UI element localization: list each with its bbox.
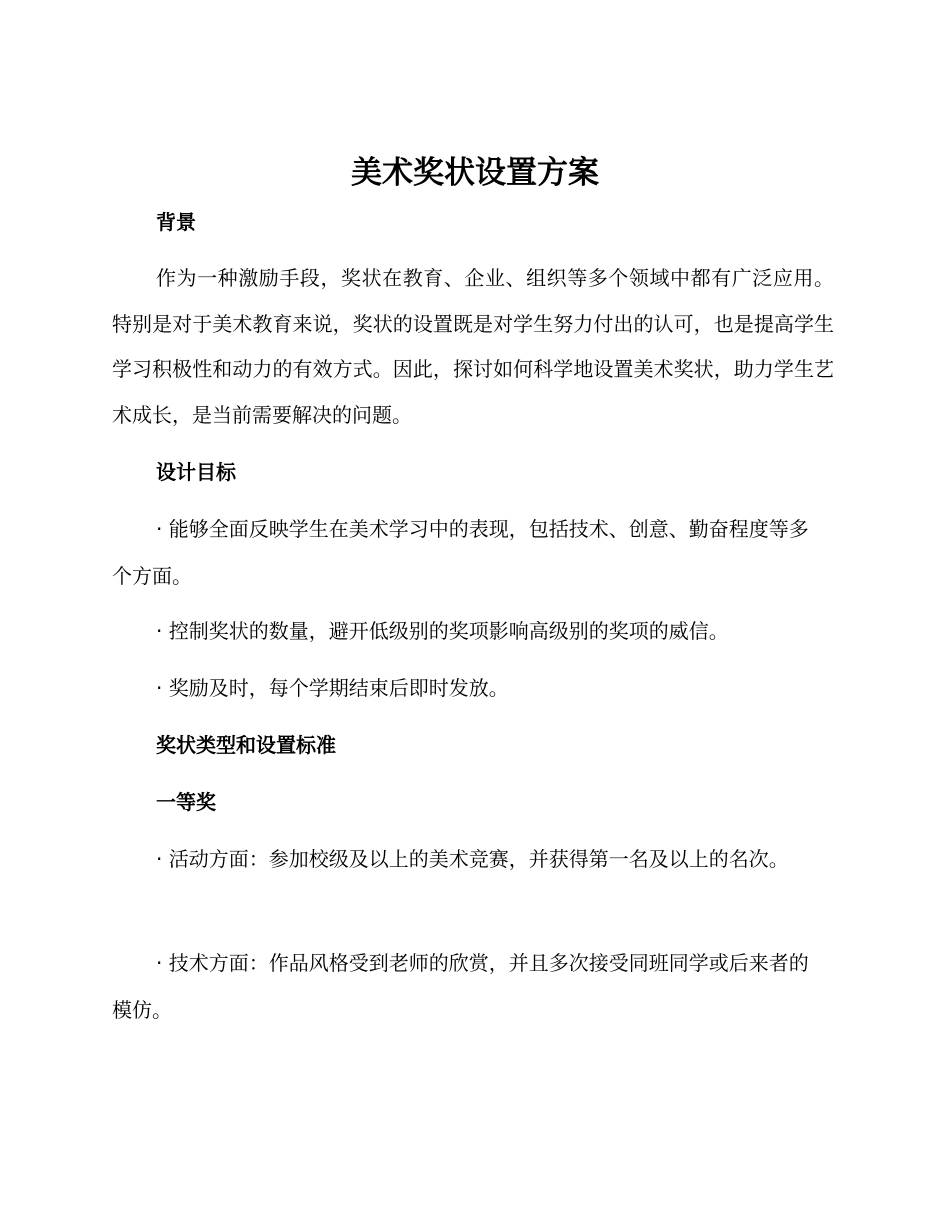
background-paragraph: 作为一种激励手段，奖状在教育、企业、组织等多个领域中都有广泛应用。特别是对于美术教育来说，奖状的设置既是对学生努力付出的认可，也是提高学生学习积极性和动力的有效方式。因此，探讨如何科学地设置美术奖状，助力学生艺术成长，是当前需要解决的问题。 xyxy=(112,266,834,427)
section-heading-background: 背景 xyxy=(156,210,196,234)
goal-item-2: · 控制奖状的数量，避开低级别的奖项影响高级别的奖项的威信。 xyxy=(156,619,729,643)
document-title: 美术奖状设置方案 xyxy=(351,155,599,191)
first-prize-item-1: · 活动方面：参加校级及以上的美术竞赛，并获得第一名及以上的名次。 xyxy=(156,847,789,871)
goal-item-1: · 能够全面反映学生在美术学习中的表现，包括技术、创意、勤奋程度等多个方面。 xyxy=(112,517,809,588)
section-heading-first-prize: 一等奖 xyxy=(156,790,216,814)
goal-item-3: · 奖励及时，每个学期结束后即时发放。 xyxy=(156,676,509,700)
first-prize-item-2: · 技术方面：作品风格受到老师的欣赏，并且多次接受同班同学或后来者的模仿。 xyxy=(112,951,809,1022)
section-heading-goals: 设计目标 xyxy=(156,460,236,484)
section-heading-types: 奖状类型和设置标准 xyxy=(156,733,336,757)
